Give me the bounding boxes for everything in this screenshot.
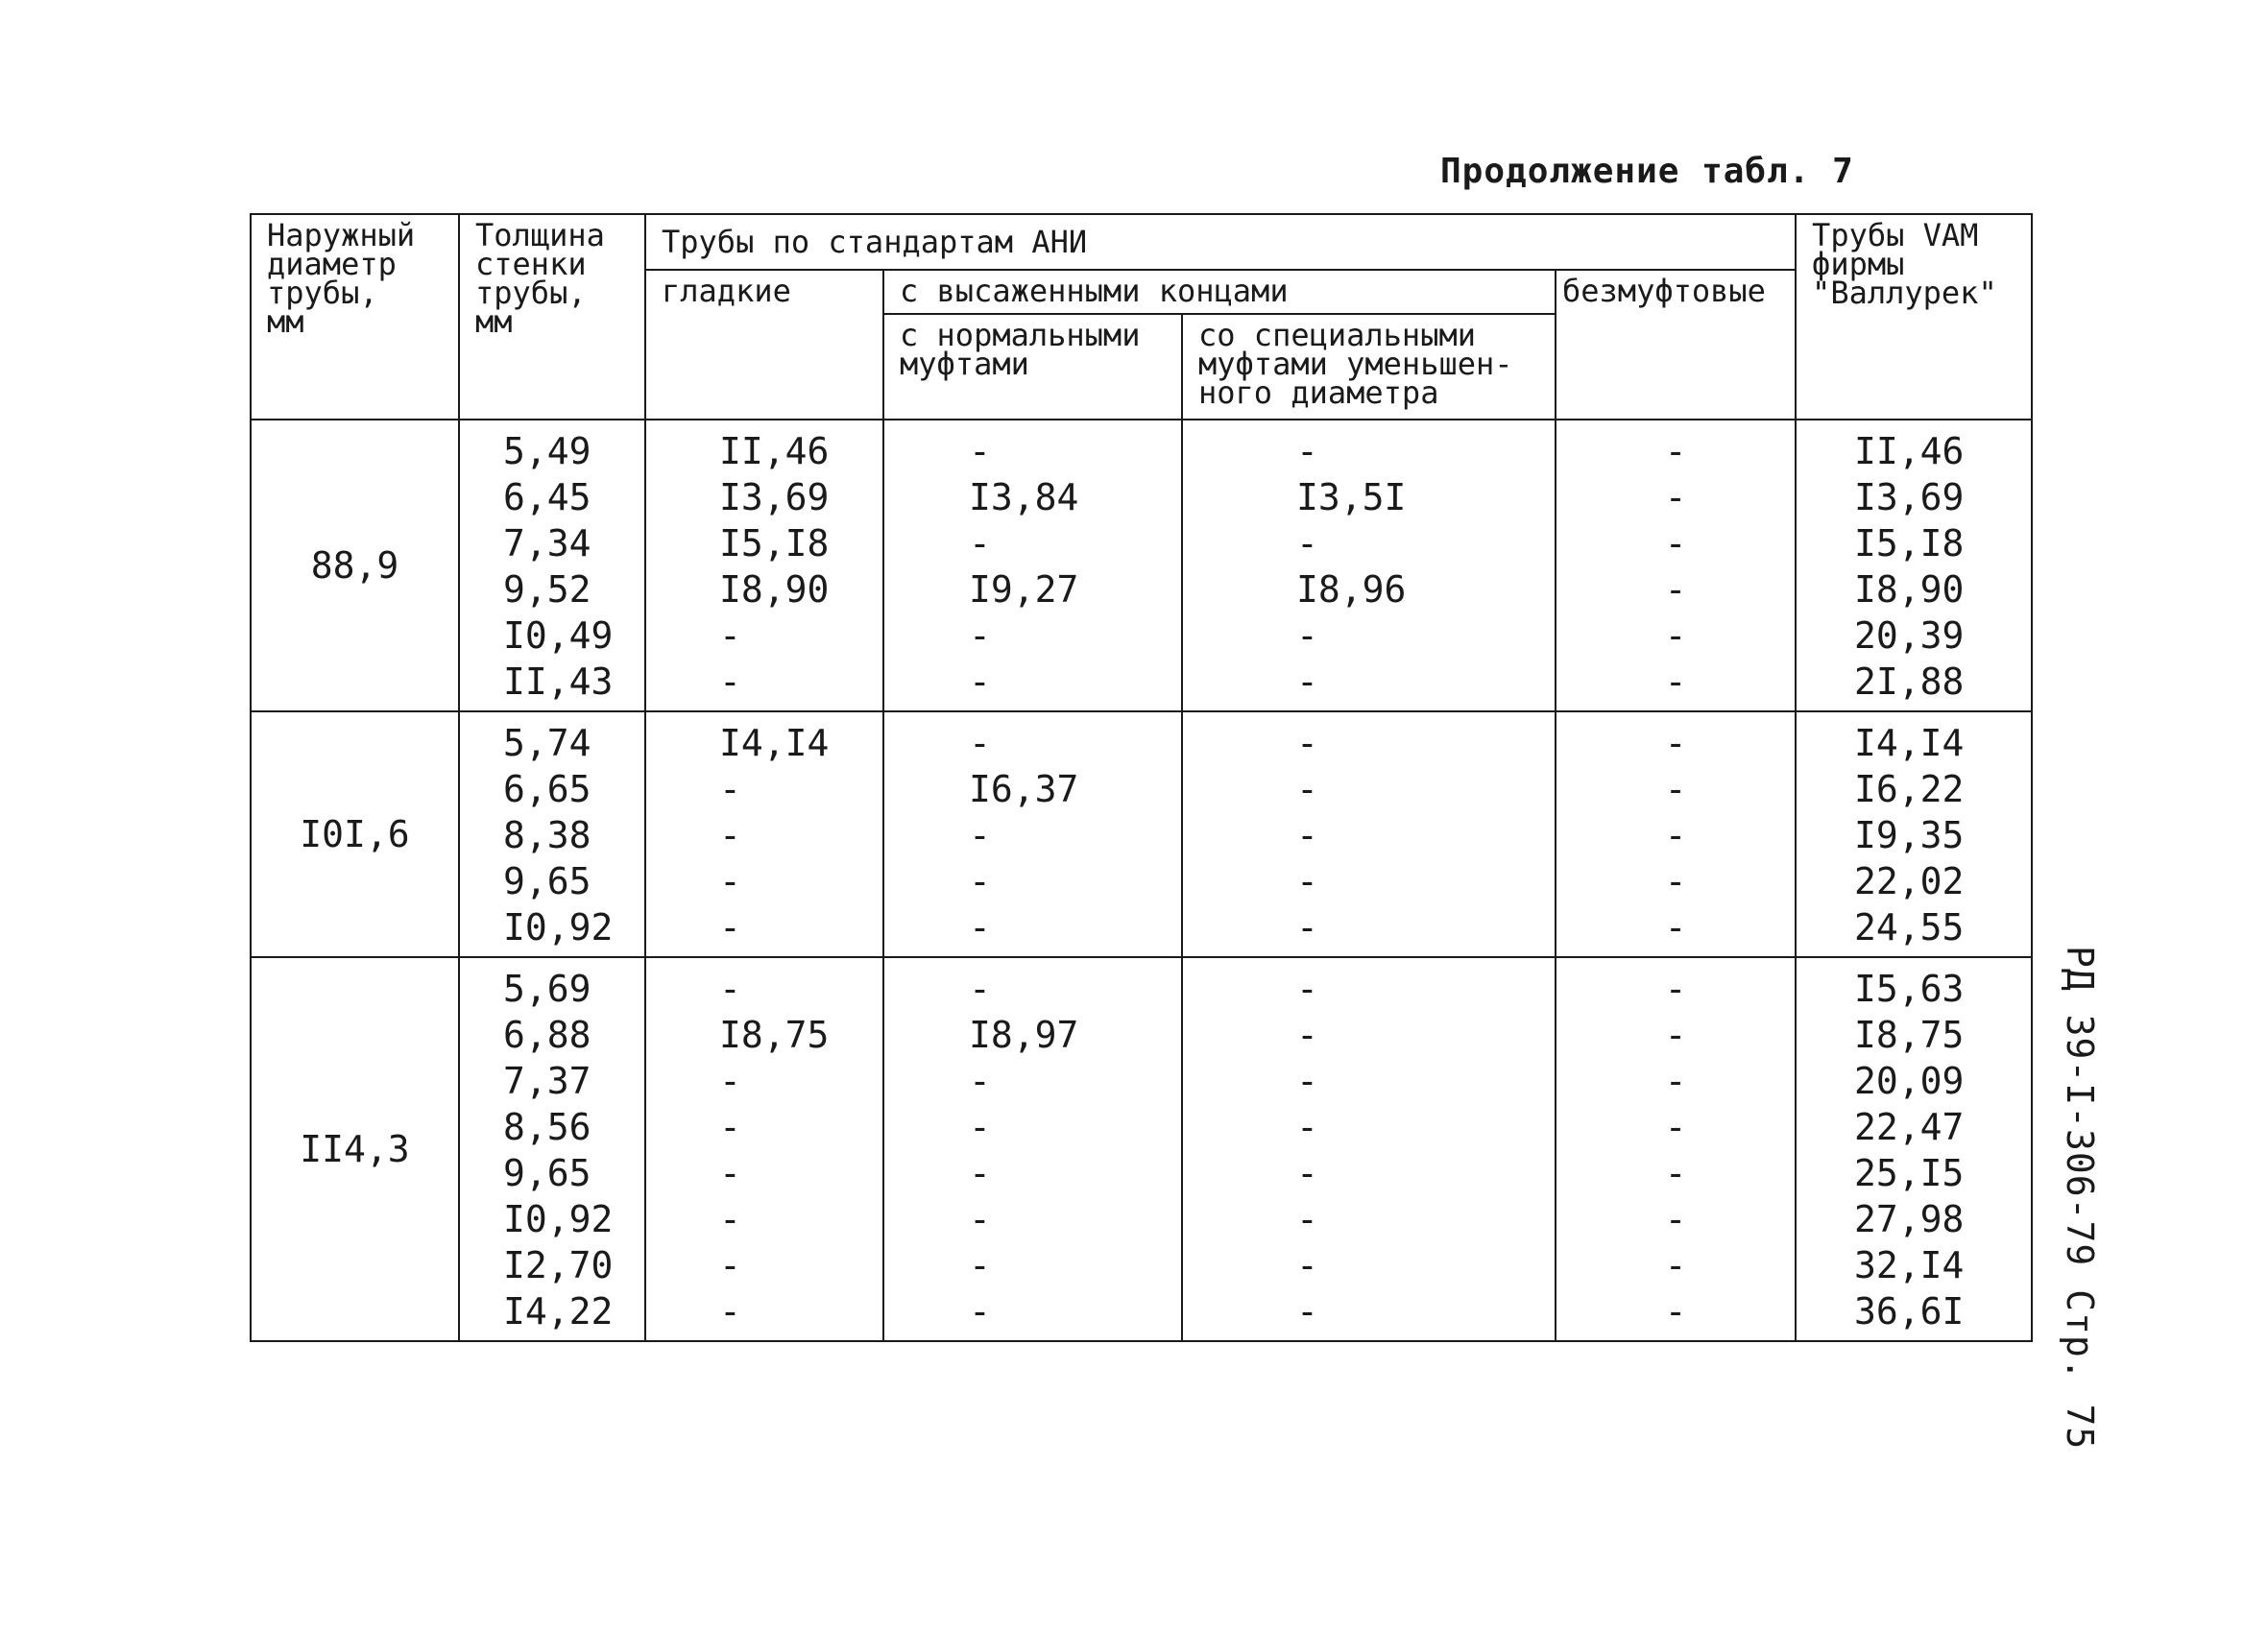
pipe-mass-table [250, 213, 2033, 1342]
table-cell-value: I3,84 [969, 476, 1079, 518]
table-cell-value: II,46 [1854, 430, 1965, 472]
table-cell-value: - [1664, 568, 1687, 611]
table-cell-value: 6,45 [503, 476, 591, 518]
header-plain: гладкие [645, 270, 883, 420]
table-cell-value: - [1296, 1152, 1318, 1194]
vam-cell [1796, 957, 2032, 1341]
table-cell-value: - [719, 1198, 741, 1240]
table-cell-value: - [1296, 968, 1318, 1010]
table-cell-value: - [719, 1244, 741, 1286]
table-cell-value: - [1664, 814, 1687, 856]
special-couplings-cell [1182, 420, 1556, 711]
header-wall-thickness: Толщина стенки трубы, мм [459, 214, 645, 420]
couplingless-cell [1556, 711, 1796, 957]
table-cell-value: 6,65 [503, 768, 591, 810]
special-couplings-cell [1182, 957, 1556, 1341]
table-cell-value: - [969, 968, 991, 1010]
table-cell-value: - [719, 1290, 741, 1333]
table-row-group-114-3 [251, 957, 2032, 1341]
table-cell-value: 36,6I [1854, 1290, 1965, 1333]
table-cell-value: - [1296, 1290, 1318, 1333]
table-cell-value: I8,96 [1296, 568, 1407, 611]
header-normal-couplings: с нормальными муфтами [883, 314, 1182, 420]
table-cell-value: II,46 [719, 430, 830, 472]
table-cell-value: - [719, 1152, 741, 1194]
couplingless-cell [1556, 420, 1796, 711]
table-cell-value: I6,22 [1854, 768, 1965, 810]
table-cell-value: - [719, 814, 741, 856]
outer-diameter-cell: 88,9 [251, 420, 459, 711]
table-cell-value: - [969, 722, 991, 764]
table-cell-value: I8,75 [719, 1014, 830, 1056]
table-cell-value: 9,65 [503, 1152, 591, 1194]
table-cell-value: - [1296, 1244, 1318, 1286]
table-cell-value: I3,69 [719, 476, 830, 518]
table-cell-value: - [1664, 768, 1687, 810]
table-cell-value: - [719, 906, 741, 949]
plain-cell [645, 420, 883, 711]
table-cell-value: - [969, 814, 991, 856]
table-cell-value: - [969, 1290, 991, 1333]
table-cell-value: - [969, 1106, 991, 1148]
table-cell-value: I5,63 [1854, 968, 1965, 1010]
table-cell-value: - [719, 968, 741, 1010]
table-cell-value: 22,02 [1854, 860, 1965, 902]
table-cell-value: - [1664, 476, 1687, 518]
table-cell-value: - [1296, 860, 1318, 902]
header-outer-diameter: Наружный диаметр трубы, мм [251, 214, 459, 420]
table-cell-value: I3,5I [1296, 476, 1407, 518]
table-cell-value: I8,97 [969, 1014, 1079, 1056]
wall-thickness-cell [459, 711, 645, 957]
table-cell-value: 22,47 [1854, 1106, 1965, 1148]
table-cell-value: I0,92 [503, 906, 614, 949]
table-cell-value: - [1296, 768, 1318, 810]
table-cell-value: - [1664, 660, 1687, 703]
table-cell-value: - [719, 768, 741, 810]
table-cell-value: - [969, 430, 991, 472]
table-cell-value: - [1664, 1244, 1687, 1286]
outer-diameter-cell: I0I,6 [251, 711, 459, 957]
table-caption: Продолжение табл. 7 [1440, 152, 1854, 191]
table-cell-value: I5,I8 [1854, 522, 1965, 564]
table-cell-value: - [1664, 722, 1687, 764]
table-cell-value: I4,I4 [719, 722, 830, 764]
table-cell-value: - [969, 522, 991, 564]
table-cell-value: 6,88 [503, 1014, 591, 1056]
table-cell-value: - [1664, 968, 1687, 1010]
outer-diameter-cell: II4,3 [251, 957, 459, 1341]
table-cell-value: 9,52 [503, 568, 591, 611]
table-cell-value: - [969, 1152, 991, 1194]
table-cell-value: I9,27 [969, 568, 1079, 611]
table-cell-value: 32,I4 [1854, 1244, 1965, 1286]
table-cell-value: - [1664, 1060, 1687, 1102]
table-cell-value: I8,90 [719, 568, 830, 611]
table-cell-value: I4,I4 [1854, 722, 1965, 764]
table-cell-value: - [1664, 430, 1687, 472]
table-cell-value: 9,65 [503, 860, 591, 902]
header-special-couplings: со специальными муфтами уменьшен- ного диаметра [1182, 314, 1556, 420]
table-cell-value: - [969, 1244, 991, 1286]
table-cell-value: I3,69 [1854, 476, 1965, 518]
table-cell-value: I5,I8 [719, 522, 830, 564]
table-cell-value: - [1296, 1014, 1318, 1056]
table-cell-value: - [1664, 1290, 1687, 1333]
document-code-label [2055, 946, 2101, 1451]
plain-cell [645, 711, 883, 957]
table-cell-value: - [1296, 430, 1318, 472]
table-cell-value: - [1664, 1198, 1687, 1240]
table-cell-value: I6,37 [969, 768, 1079, 810]
table-cell-value: 7,34 [503, 522, 591, 564]
table-cell-value: 2I,88 [1854, 660, 1965, 703]
table-cell-value: - [969, 1198, 991, 1240]
table-cell-value: II,43 [503, 660, 614, 703]
table-cell-value: - [1296, 1106, 1318, 1148]
table-cell-value: 8,38 [503, 814, 591, 856]
table-cell-value: 24,55 [1854, 906, 1965, 949]
table-cell-value: - [1296, 906, 1318, 949]
header-api-group: Трубы по стандартам АНИ [645, 214, 1796, 270]
normal-couplings-cell [883, 711, 1182, 957]
header-vam: Трубы VAM фирмы "Валлурек" [1796, 214, 2032, 420]
table-cell-value: I2,70 [503, 1244, 614, 1286]
table-cell-value: - [719, 614, 741, 657]
table-cell-value: I4,22 [503, 1290, 614, 1333]
table-cell-value: - [969, 860, 991, 902]
table-cell-value: - [1296, 614, 1318, 657]
table-cell-value: 5,74 [503, 722, 591, 764]
table-cell-value: - [1296, 722, 1318, 764]
normal-couplings-cell [883, 420, 1182, 711]
table-cell-value: - [969, 906, 991, 949]
table-cell-value: I0,92 [503, 1198, 614, 1240]
table-cell-value: - [969, 614, 991, 657]
table-row-group-88-9 [251, 420, 2032, 711]
table-cell-value: - [1664, 614, 1687, 657]
table-cell-value: - [1296, 814, 1318, 856]
table-cell-value: - [719, 860, 741, 902]
wall-thickness-cell [459, 957, 645, 1341]
table-cell-value: I9,35 [1854, 814, 1965, 856]
table-cell-value: - [1664, 1152, 1687, 1194]
table-cell-value: 20,09 [1854, 1060, 1965, 1102]
table-cell-value: - [1664, 522, 1687, 564]
document-code-text: РД 39-I-306-79 Стр. 75 [2059, 946, 2101, 1451]
table-cell-value: 7,37 [503, 1060, 591, 1102]
table-cell-value: I8,90 [1854, 568, 1965, 611]
table-cell-value: - [1296, 522, 1318, 564]
header-couplingless: безмуфтовые [1556, 270, 1796, 420]
header-upset-group: с высаженными концами [883, 270, 1556, 314]
special-couplings-cell [1182, 711, 1556, 957]
couplingless-cell [1556, 957, 1796, 1341]
table-cell-value: 20,39 [1854, 614, 1965, 657]
table-cell-value: 27,98 [1854, 1198, 1965, 1240]
table-cell-value: - [1296, 1060, 1318, 1102]
table-cell-value: 5,69 [503, 968, 591, 1010]
table-cell-value: - [719, 1060, 741, 1102]
wall-thickness-cell [459, 420, 645, 711]
vam-cell [1796, 711, 2032, 957]
table-cell-value: - [1664, 1014, 1687, 1056]
table-cell-value: - [969, 660, 991, 703]
table-cell-value: - [1664, 1106, 1687, 1148]
table-cell-value: - [719, 660, 741, 703]
table-cell-value: 25,I5 [1854, 1152, 1965, 1194]
table-cell-value: 8,56 [503, 1106, 591, 1148]
table-cell-value: - [1664, 860, 1687, 902]
table-cell-value: - [1296, 660, 1318, 703]
table-cell-value: - [719, 1106, 741, 1148]
table-cell-value: - [1664, 906, 1687, 949]
plain-cell [645, 957, 883, 1341]
table-cell-value: I8,75 [1854, 1014, 1965, 1056]
vam-cell [1796, 420, 2032, 711]
table-cell-value: - [969, 1060, 991, 1102]
table-row-group-101-6 [251, 711, 2032, 957]
normal-couplings-cell [883, 957, 1182, 1341]
table-cell-value: 5,49 [503, 430, 591, 472]
table-cell-value: - [1296, 1198, 1318, 1240]
table-cell-value: I0,49 [503, 614, 614, 657]
